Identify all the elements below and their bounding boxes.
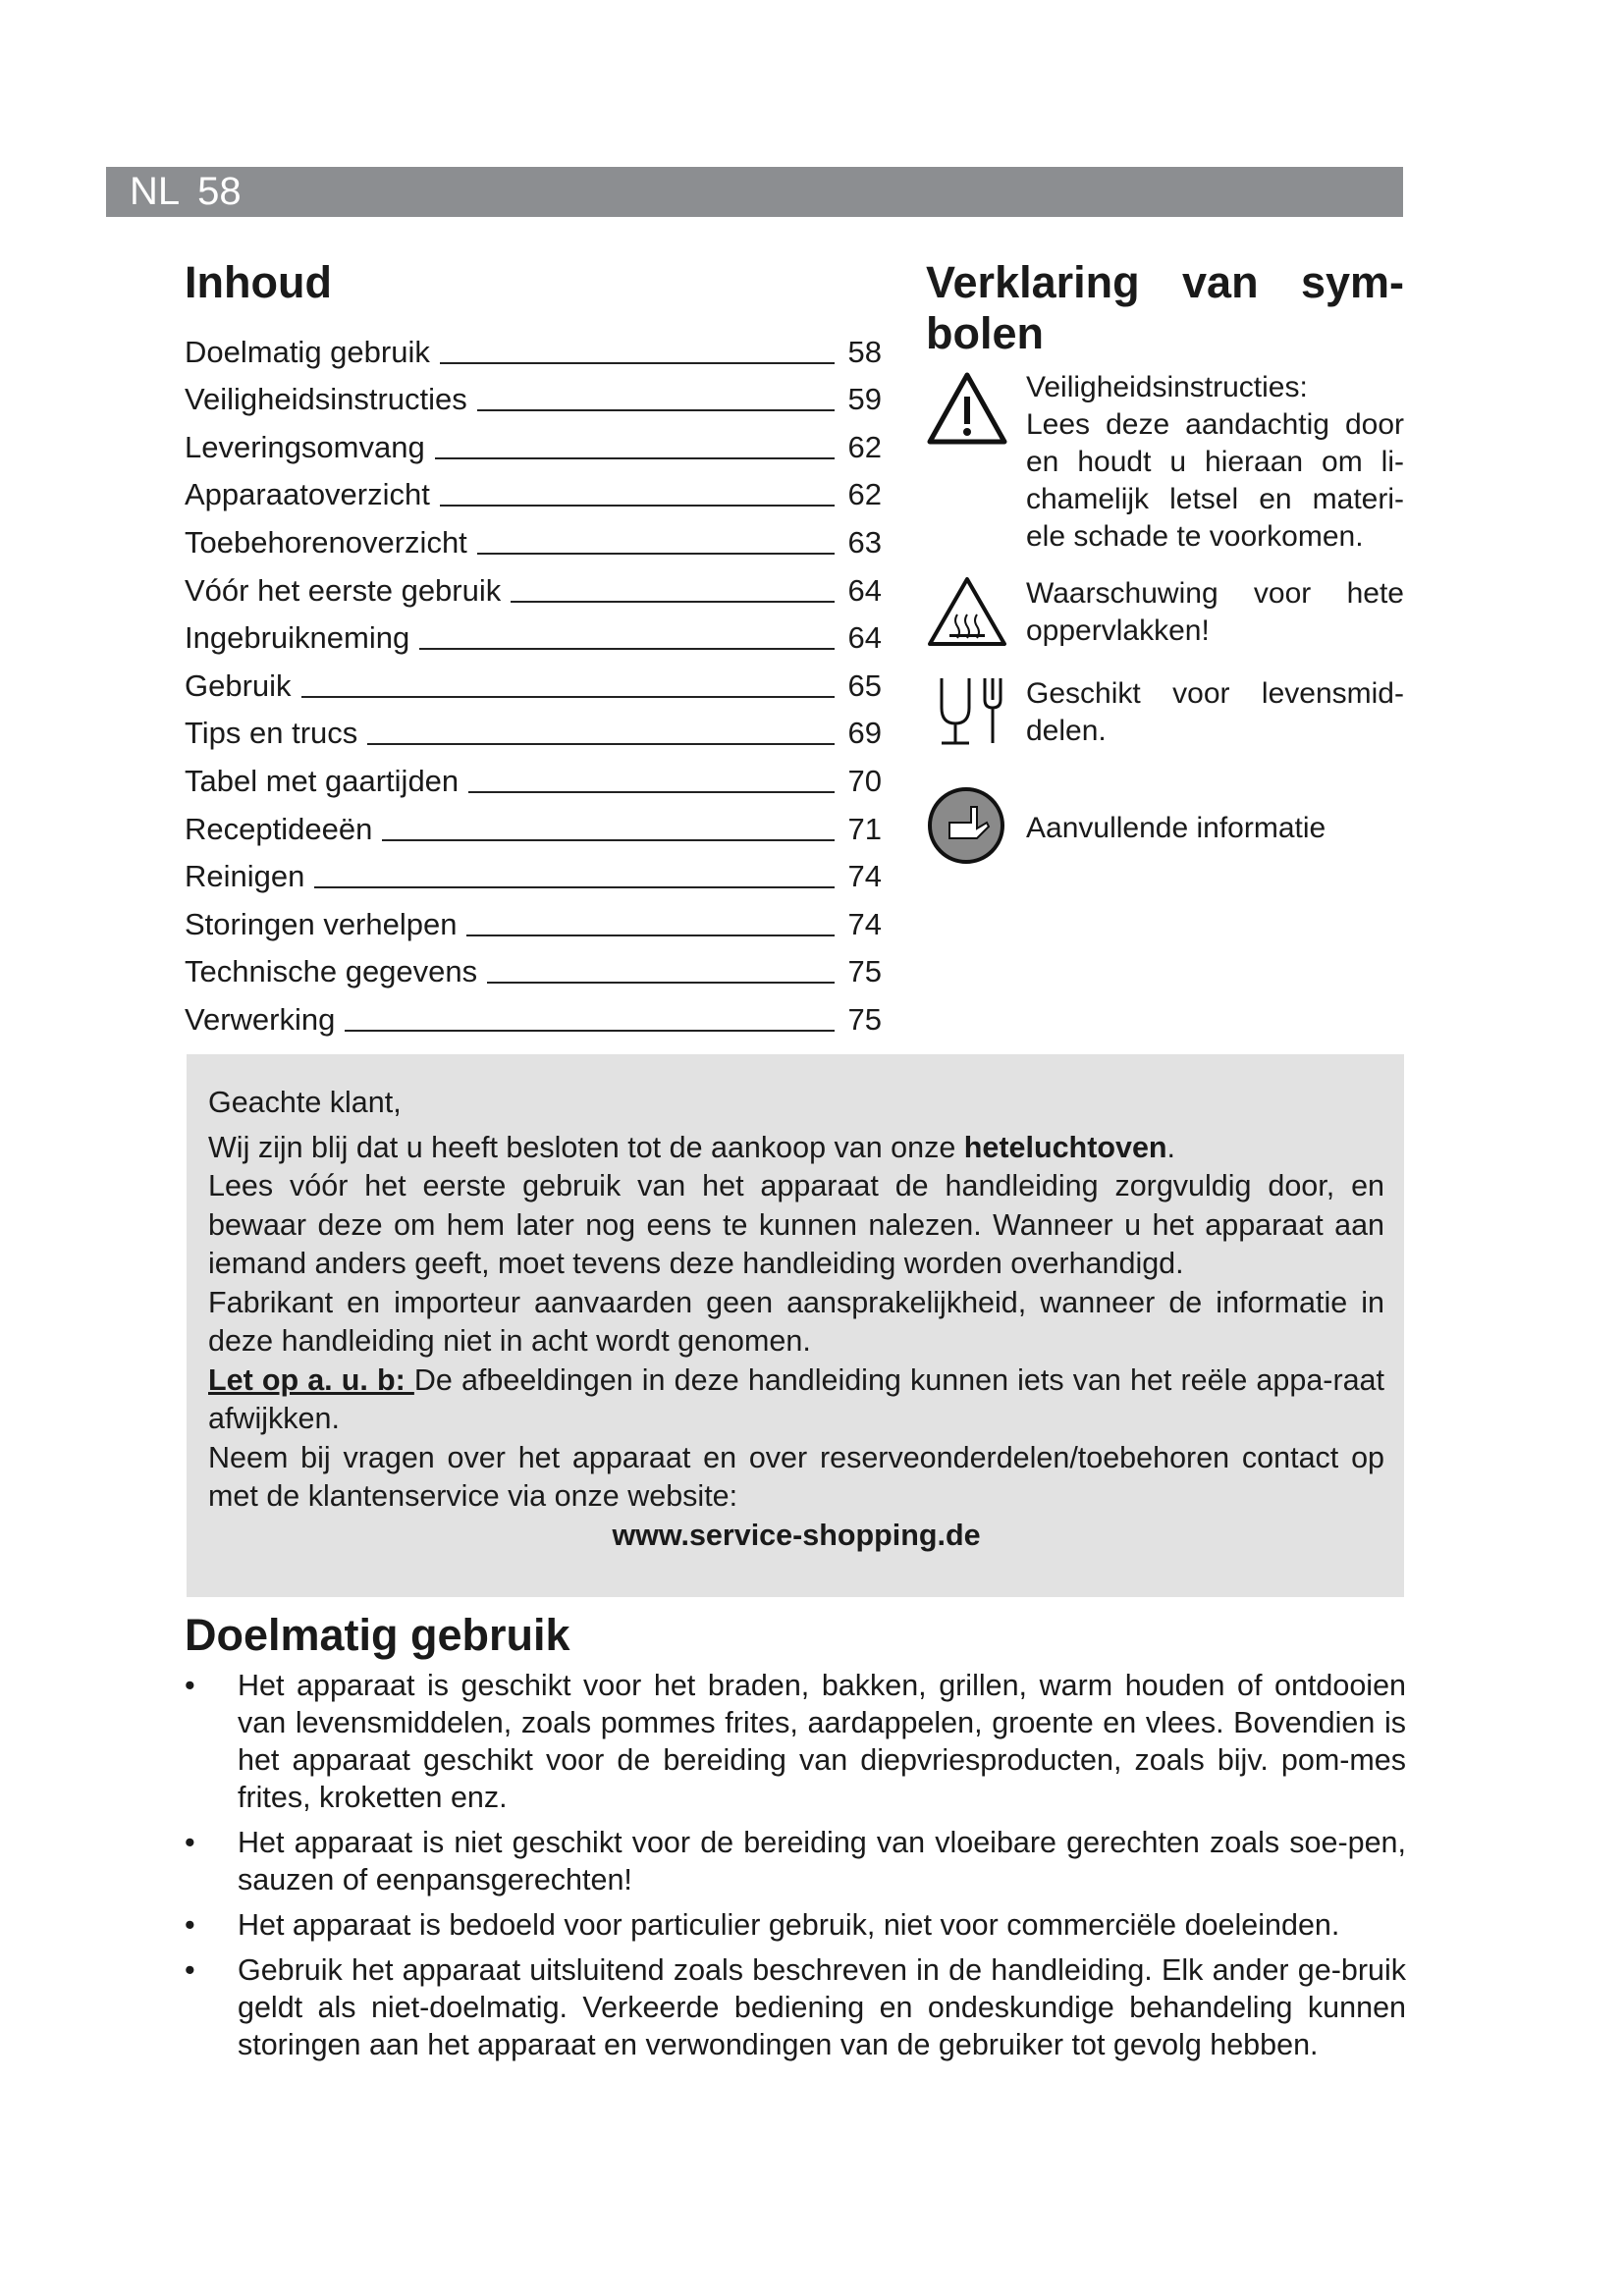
- toc-entry[interactable]: [185, 512, 882, 561]
- toc-entry-label: Storingen verhelpen: [185, 906, 458, 941]
- toc-entry[interactable]: [185, 894, 882, 942]
- toc-entry[interactable]: [185, 656, 882, 704]
- toc-entry-page: 71: [847, 811, 882, 846]
- toc-leader-line: [435, 457, 835, 459]
- toc-entry-label: Ingebruikneming: [185, 620, 410, 656]
- toc-entry[interactable]: [185, 609, 882, 657]
- toc-entry[interactable]: [185, 370, 882, 418]
- toc-entry-label: Toebehorenoverzicht: [185, 524, 467, 560]
- toc-entry[interactable]: [185, 322, 882, 370]
- toc-entry[interactable]: [185, 989, 882, 1038]
- symbol-item: Waarschuwing voor hete oppervlakken!: [926, 575, 1404, 655]
- hand-info-icon: [926, 785, 1026, 871]
- symbol-legend-title: Verklaring van sym- bolen: [926, 257, 1404, 358]
- symbol-item: Geschikt voor levensmid-delen.: [926, 668, 1404, 756]
- toc-entry-page: 69: [847, 716, 882, 751]
- toc-entry-label: Leveringsomvang: [185, 429, 425, 464]
- toc-leader-line: [367, 743, 835, 745]
- list-item: • Het apparaat is bedoeld voor particulier gebruik, niet voor commerciële doeleinden.: [185, 1906, 1406, 1944]
- toc-entry-page: 63: [847, 524, 882, 560]
- page-header: [106, 167, 1403, 217]
- toc-entry-label: Veiligheidsinstructies: [185, 382, 467, 417]
- language-code: NL: [130, 170, 181, 213]
- symbol-item: Aanvullende informatie: [926, 785, 1404, 871]
- list-item: • Gebruik het apparaat uitsluitend zoals beschreven in de handleiding. Elk ander ge-bruik geldt als niet-doelmatig. Verkeerde bediening en ondeskundige behandeling kunnen storingen aan het apparaat en verwondingen van de gebruiker tot gevolg hebben.: [185, 1951, 1406, 2063]
- toc-leader-line: [468, 791, 835, 793]
- toc-entry-label: Verwerking: [185, 1001, 336, 1037]
- toc-leader-line: [511, 601, 835, 603]
- toc-entry-page: 74: [847, 906, 882, 941]
- toc-entry-label: Reinigen: [185, 859, 305, 894]
- toc-entry-page: 75: [847, 1001, 882, 1037]
- toc-entry-page: 62: [847, 429, 882, 464]
- toc-leader-line: [440, 505, 835, 507]
- toc-entry-page: 62: [847, 477, 882, 512]
- toc-entry-label: Doelmatig gebruik: [185, 334, 430, 369]
- toc-entry-label: Apparaatoverzicht: [185, 477, 430, 512]
- symbol-legend: [926, 257, 1404, 871]
- customer-notice: Geachte klant, Wij zijn blij dat u heeft besloten tot de aankoop van onze heteluchtoven. Lees vóór het eerste gebruik van het apparaat de handleiding zorgvuldig door, en bewaar deze om hem later nog eens te kunnen nalezen. Wanneer u het apparaat aan iemand anders geeft, moet tevens deze handleiding worden overhandigd. Fabrikant en importeur aanvaarden geen aansprakelijkheid, wanneer de informatie in deze handleiding niet in acht wordt genomen. Let op a. u. b: De afbeeldingen in deze handleiding kunnen iets van het reële appa-raat afwijkken. Neem bij vragen over het apparaat en over reserveonderdelen/toebehoren contact op met de klantenservice via onze website: www.service-shopping.de: [187, 1054, 1404, 1597]
- toc-entry-page: 64: [847, 620, 882, 656]
- section-title: Doelmatig gebruik: [185, 1610, 570, 1660]
- toc-leader-line: [440, 362, 835, 364]
- hot-surface-icon: [926, 575, 1026, 655]
- toc-entry-label: Receptideeën: [185, 811, 373, 846]
- toc-entry[interactable]: [185, 942, 882, 990]
- toc-entry[interactable]: [185, 417, 882, 465]
- toc-entry-page: 75: [847, 954, 882, 989]
- toc-leader-line: [477, 409, 835, 411]
- page-number: 58: [197, 170, 242, 213]
- list-item: • Het apparaat is geschikt voor het braden, bakken, grillen, warm houden of ontdooien van levensmiddelen, zoals pommes frites, aardappelen, groente en vlees. Bovendien is het apparaat geschikt voor de bereiding van diepvriesproducten, zoals bijv. pom-mes frites, kroketten enz.: [185, 1667, 1406, 1816]
- toc-entry-page: 64: [847, 572, 882, 608]
- toc-entry[interactable]: [185, 751, 882, 799]
- toc-entry-label: Technische gegevens: [185, 954, 478, 989]
- list-item: • Het apparaat is niet geschikt voor de bereiding van vloeibare gerechten zoals soe-pen, sauzen of eenpansgerechten!: [185, 1824, 1406, 1898]
- table-of-contents: [185, 257, 882, 1038]
- toc-entry[interactable]: [185, 847, 882, 895]
- toc-entry-page: 70: [847, 763, 882, 798]
- food-safe-icon: [926, 668, 1026, 756]
- toc-leader-line: [314, 886, 835, 888]
- toc-entry[interactable]: [185, 799, 882, 847]
- toc-title: Inhoud: [185, 257, 332, 307]
- toc-entry-label: Tips en trucs: [185, 716, 358, 751]
- toc-entry-label: Vóór het eerste gebruik: [185, 572, 502, 608]
- toc-leader-line: [382, 839, 835, 841]
- toc-entry-page: 59: [847, 382, 882, 417]
- intended-use-section: [185, 1610, 1406, 2071]
- toc-leader-line: [487, 982, 835, 984]
- warning-triangle-icon: [926, 369, 1026, 556]
- toc-leader-line: [301, 696, 835, 698]
- toc-entry-page: 58: [847, 334, 882, 369]
- toc-leader-line: [477, 553, 835, 555]
- toc-entry-page: 65: [847, 667, 882, 703]
- toc-entry-label: Tabel met gaartijden: [185, 763, 460, 798]
- toc-entry[interactable]: [185, 465, 882, 513]
- symbol-item: Veiligheidsinstructies: Lees deze aandachtig door en houdt u hieraan om li-chamelijk letsel en materi-ele schade te voorkomen.: [926, 369, 1404, 556]
- toc-entry-label: Gebruik: [185, 667, 292, 703]
- toc-leader-line: [419, 648, 835, 650]
- toc-entry-page: 74: [847, 859, 882, 894]
- toc-entry[interactable]: [185, 561, 882, 609]
- toc-leader-line: [466, 934, 835, 936]
- toc-entry[interactable]: [185, 704, 882, 752]
- toc-leader-line: [345, 1030, 835, 1032]
- website-link[interactable]: www.service-shopping.de: [612, 1518, 981, 1552]
